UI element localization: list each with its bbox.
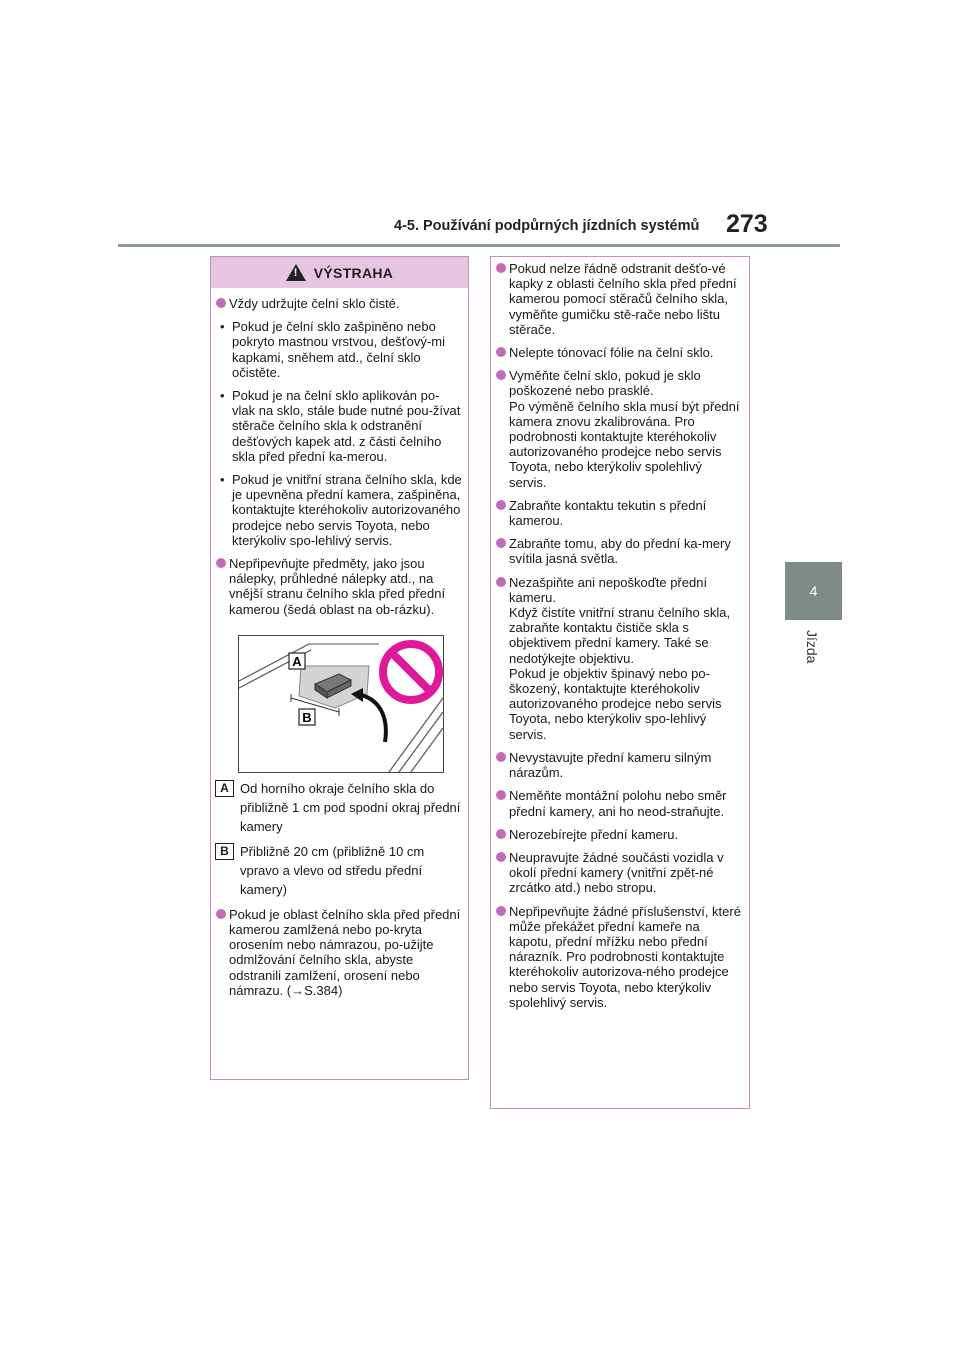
legend-badge-a: A: [215, 780, 234, 797]
warning-subitem: • Pokud je čelní sklo zašpiněno nebo pokryto mastnou vrstvou, dešťový-mi kapkami, sněhem atd., čelní sklo očistěte.: [215, 319, 462, 380]
illustration-svg: [239, 636, 443, 772]
warning-item: Nepřipevňujte předměty, jako jsou nálepky, průhledné nálepky atd., na vnější stranu čelního skla před přední kamerou (šedá oblast na ob-rázku).: [215, 556, 462, 617]
warning-item: Pokud nelze řádně odstranit dešťo-vé kapky z oblasti čelního skla před přední kamerou pomocí stěračů čelního skla, vyměňte gumičku stě-rače nebo lištu stěrače.: [495, 261, 743, 337]
warning-item: Neměňte montážní polohu nebo směr přední kamery, ani ho neod-straňujte.: [495, 788, 743, 818]
warning-title: VÝSTRAHA: [313, 264, 394, 281]
chapter-tab: 4: [785, 562, 842, 620]
warning-item: Nevystavujte přední kameru silným nárazům.: [495, 750, 743, 780]
section-title: 4-5. Používání podpůrných jízdních systémů: [394, 218, 700, 234]
figure-label-b: B: [302, 709, 312, 725]
figure-label-a: A: [292, 653, 302, 669]
windshield-camera-illustration: [238, 635, 444, 773]
legend-text: Od horního okraje čelního skla do přibližně 1 cm pod spodní okraj přední kamery: [240, 780, 461, 834]
header-rule: [118, 244, 840, 247]
legend-item-b: [215, 842, 462, 899]
warning-item: Zabraňte kontaktu tekutin s přední kamerou.: [495, 498, 743, 528]
warning-subitem: • Pokud je vnitřní strana čelního skla, kde je upevněna přední kamera, zašpiněna, kontaktujte kteréhokoliv autorizovaného prodejce nebo servis Toyota, nebo kterýkoliv spo-lehlivý servis.: [215, 472, 462, 548]
legend-badge-b: B: [215, 843, 234, 860]
warning-item: Nelepte tónovací fólie na čelní sklo.: [495, 345, 743, 360]
legend-text: Přibližně 20 cm (přibližně 10 cm vpravo a vlevo od středu přední kamery): [240, 843, 425, 897]
warning-header: [211, 257, 468, 288]
page-header: [0, 0, 960, 250]
legend-item-a: [215, 779, 462, 836]
chapter-label: Jízda: [804, 630, 820, 664]
warning-item: Pokud je oblast čelního skla před přední kamerou zamlžená nebo po-kryta orosením nebo námrazou, po-užijte odmlžování čelního skla, abyste odstranili zamlžení, orosení nebo námrazu. (→S.384): [215, 907, 462, 998]
warning-item: Nepřipevňujte žádné příslušenství, které může překážet přední kameře na kapotu, přední mřížku nebo přední nárazník. Pro podrobnosti kontaktujte kteréhokoliv autorizova-ného prodejce nebo servis Toyota, nebo kterýkoliv spolehlivý servis.: [495, 904, 743, 1010]
warning-item: Nerozebírejte přední kameru.: [495, 827, 743, 842]
warning-item: Neupravujte žádné součásti vozidla v okolí přední kamery (vnitřní zpět-né zrcátko atd.) nebo stropu.: [495, 850, 743, 896]
warning-item: Zabraňte tomu, aby do přední ka-mery svítila jasná světla.: [495, 536, 743, 566]
page-number: 273: [726, 210, 768, 238]
warning-triangle-icon: !: [286, 264, 306, 281]
warning-item: Nezašpiňte ani nepoškoďte přední kameru. Když čistíte vnitřní stranu čelního skla, zabraňte kontaktu čističe skla s objektivem přední kamery. Také se nedotýkejte objektivu. Pokud je objektiv špinavý nebo po-škozený, kontaktujte kteréhokoliv autorizovaného prodejce nebo servis Toyota, nebo kterýkoliv spo-lehlivý servis.: [495, 575, 743, 742]
warning-item: Vždy udržujte čelní sklo čisté.: [215, 296, 462, 311]
warning-item: Vyměňte čelní sklo, pokud je sklo poškozené nebo prasklé. Po výměně čelního skla musí být přední kamera znovu zkalibrována. Pro podrobnosti kontaktujte kteréhokoliv autorizovaného prodejce nebo servis Toyota, nebo kterýkoliv spolehlivý servis.: [495, 368, 743, 490]
warning-box-continued: [490, 256, 750, 1109]
warning-box: [210, 256, 469, 1080]
warning-subitem: • Pokud je na čelní sklo aplikován po-vlak na sklo, stále bude nutné pou-žívat stěrače čelního skla k odstranění dešťových kapek atd. z části čelního skla před přední ka-merou.: [215, 388, 462, 464]
